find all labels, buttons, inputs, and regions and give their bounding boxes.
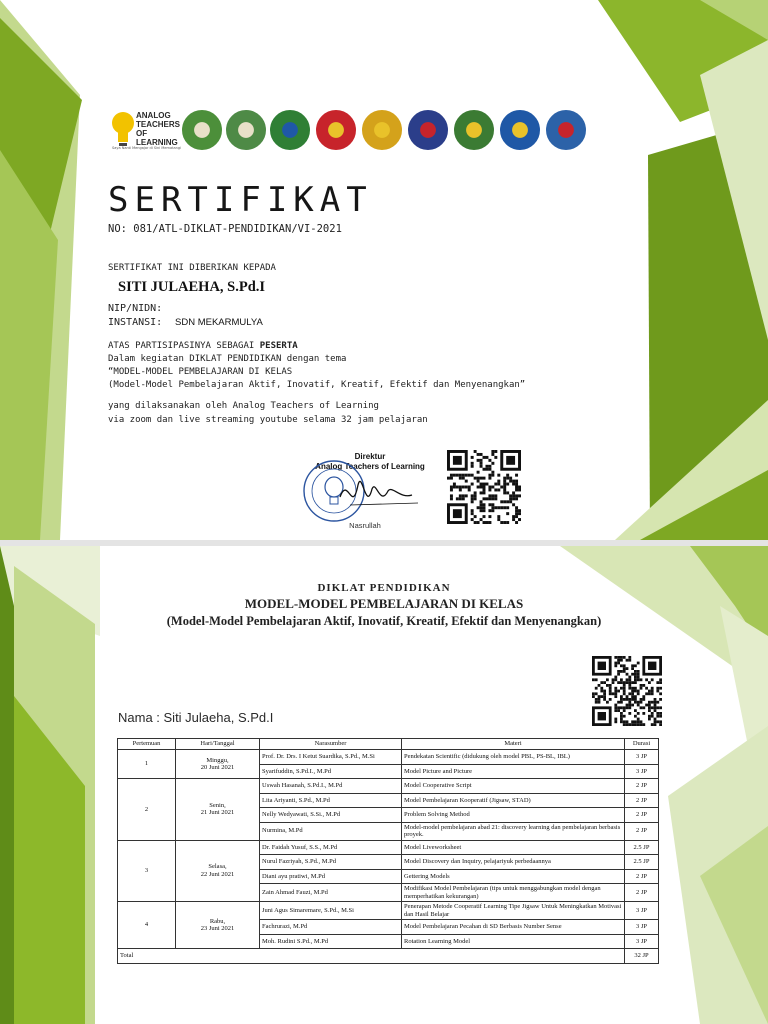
instansi-value: SDN MEKARMULYA	[175, 317, 263, 328]
session-number: 3	[118, 840, 176, 902]
session-number: 4	[118, 902, 176, 949]
speaker-cell: Diani ayu pratiwi, M.Pd	[260, 869, 402, 884]
table-row	[118, 750, 659, 765]
atl-logo	[108, 106, 182, 156]
topic-cell: Model Liveworksheet	[402, 840, 625, 855]
table-row	[118, 902, 659, 920]
body-line-5: via zoom dan live streaming youtube selama 32 jam pelajaran	[108, 415, 428, 425]
schedule-heading-3: (Model-Model Pembelajaran Aktif, Inovatif, Kreatif, Efektif dan Menyenangkan)	[166, 614, 602, 628]
topic-cell: Model Discovery dan Inquiry, pelajariyuk perbedaannya	[402, 855, 625, 870]
nip-label: NIP/NIDN:	[108, 303, 163, 314]
topic-cell: Penerapan Metode Cooperatif Learning Tipe Jigsaw Untuk Meningkatkan Motivasi dan Hasil Belajar	[402, 902, 625, 920]
speaker-cell: Dr. Faidah Yusuf, S.S., M.Pd	[260, 840, 402, 855]
session-date: Selasa, 22 Juni 2021	[176, 840, 260, 902]
topic-cell: Gettering Models	[402, 869, 625, 884]
topic-cell: Model Cooperative Script	[402, 779, 625, 794]
total-label: Total	[118, 949, 625, 964]
topic-cell: Model Picture and Picture	[402, 764, 625, 779]
column-header: Materi	[402, 739, 625, 750]
duration-cell: 3 JP	[625, 902, 659, 920]
duration-cell: 3 JP	[625, 920, 659, 935]
schedule-qr-code	[592, 656, 662, 726]
table-header-row	[118, 739, 659, 750]
total-value: 32 JP	[625, 949, 659, 964]
speaker-cell: Nurul Fazriyah, S.Pd., M.Pd	[260, 855, 402, 870]
speaker-cell: Prof. Dr. Drs. I Ketut Suardika, S.Pd., M.Si	[260, 750, 402, 765]
body-line-4: yang dilaksanakan oleh Analog Teachers of Learning	[108, 401, 379, 411]
participation-role: PESERTA	[259, 341, 298, 351]
institution-seal-icon	[316, 110, 356, 150]
body-line-1: Dalam kegiatan DIKLAT PENDIDIKAN dengan tema	[108, 354, 347, 364]
institution-seal-icon	[362, 110, 402, 150]
institution-seal-icon	[454, 110, 494, 150]
speaker-cell: Moh. Rudini S.Pd., M.Pd	[260, 934, 402, 949]
column-header: Durasi	[625, 739, 659, 750]
session-date: Minggu, 20 Juni 2021	[176, 750, 260, 779]
body-line-2: “MODEL-MODEL PEMBELAJARAN DI KELAS	[108, 367, 293, 377]
speaker-cell: Syarifuddin, S.Pd.I., M.Pd	[260, 764, 402, 779]
column-header: Pertemuan	[118, 739, 176, 750]
schedule-table-body	[118, 750, 659, 964]
session-date: Rabu, 23 Juni 2021	[176, 902, 260, 949]
speaker-cell: Uswah Hasanah, S.Pd.I., M.Pd	[260, 779, 402, 794]
duration-cell: 3 JP	[625, 750, 659, 765]
column-header: Narasumber	[260, 739, 402, 750]
total-row	[118, 949, 659, 964]
signature-stamp	[300, 455, 430, 525]
given-to-label: SERTIFIKAT INI DIBERIKAN KEPADA	[108, 263, 276, 273]
signer-title: Direktur Analog Teachers of Learning	[315, 452, 425, 471]
institution-seal-icon	[182, 110, 222, 150]
certificate-title: SERTIFIKAT	[108, 180, 373, 220]
institution-seal-icon	[408, 110, 448, 150]
duration-cell: 2.5 JP	[625, 855, 659, 870]
institution-seal-icon	[546, 110, 586, 150]
schedule-heading-2: MODEL-MODEL PEMBELAJARAN DI KELAS	[244, 596, 524, 611]
atl-logo-text: ANALOG TEACHERS OF LEARNING	[136, 111, 181, 147]
speaker-cell: Zain Ahmad Fauzi, M.Pd	[260, 884, 402, 902]
speaker-cell: Nurmina, M.Pd	[260, 822, 402, 840]
session-number: 2	[118, 779, 176, 841]
speaker-cell: Fachrurazi, M.Pd	[260, 920, 402, 935]
topic-cell: Rotation Learning Model	[402, 934, 625, 949]
participant-name: Nama : Siti Julaeha, S.Pd.I	[118, 710, 274, 725]
topic-cell: Pendekatan Scientific (didukung oleh model PBL, PS-BL, IBL)	[402, 750, 625, 765]
duration-cell: 2 JP	[625, 822, 659, 840]
participation-prefix: ATAS PARTISIPASINYA SEBAGAI	[108, 341, 255, 351]
lightbulb-icon	[110, 110, 136, 148]
certificate-qr-code	[447, 450, 521, 524]
duration-cell: 3 JP	[625, 934, 659, 949]
instansi-label: INSTANSI:	[108, 317, 163, 328]
speaker-cell: Juni Agus Simaremare, S.Pd., M.Si	[260, 902, 402, 920]
speaker-cell: Nelly Wedyawati, S.Si., M.Pd	[260, 808, 402, 823]
duration-cell: 2.5 JP	[625, 840, 659, 855]
institution-seal-icon	[226, 110, 266, 150]
certificate-number: NO: 081/ATL-DIKLAT-PENDIDIKAN/VI-2021	[108, 223, 342, 235]
duration-cell: 2 JP	[625, 884, 659, 902]
topic-cell: Model Pembelajaran Pecahan di SD Berbasis Number Sense	[402, 920, 625, 935]
duration-cell: 2 JP	[625, 779, 659, 794]
table-row	[118, 840, 659, 855]
session-date: Senin, 21 Juni 2021	[176, 779, 260, 841]
recipient-name: SITI JULAEHA, S.Pd.I	[118, 279, 266, 295]
topic-cell: Modifikasi Model Pembelajaran (tips untuk menggabungkan model dengan memperhatikan kekurangan)	[402, 884, 625, 902]
topic-cell: Model-model pembelajaran abad 21: discovery learning dan pembelajaran berbasis proyek.	[402, 822, 625, 840]
partner-logos-row	[108, 106, 618, 160]
topic-cell: Model Pembelajaran Kooperatif (Jigsaw, STAD)	[402, 793, 625, 808]
schedule-table	[117, 738, 659, 964]
schedule-heading-1: DIKLAT PENDIDIKAN	[317, 582, 451, 594]
duration-cell: 2 JP	[625, 869, 659, 884]
institution-seal-icon	[500, 110, 540, 150]
body-line-3: (Model-Model Pembelajaran Aktif, Inovatif, Kreatif, Efektif dan Menyenangkan”	[108, 380, 526, 390]
atl-logo-tagline: Saya Nanti Mengajar di Sini Mematangi	[112, 146, 182, 150]
table-row	[118, 779, 659, 794]
participation-line	[108, 341, 298, 351]
session-number: 1	[118, 750, 176, 779]
institution-seal-icon	[270, 110, 310, 150]
column-header: Hari/Tanggal	[176, 739, 260, 750]
duration-cell: 2 JP	[625, 808, 659, 823]
schedule-page	[0, 546, 768, 1024]
speaker-cell: Lita Ariyanti, S.Pd., M.Pd	[260, 793, 402, 808]
duration-cell: 3 JP	[625, 764, 659, 779]
signer-name: Nasrullah	[349, 521, 381, 530]
duration-cell: 2 JP	[625, 793, 659, 808]
topic-cell: Problem Solving Method	[402, 808, 625, 823]
